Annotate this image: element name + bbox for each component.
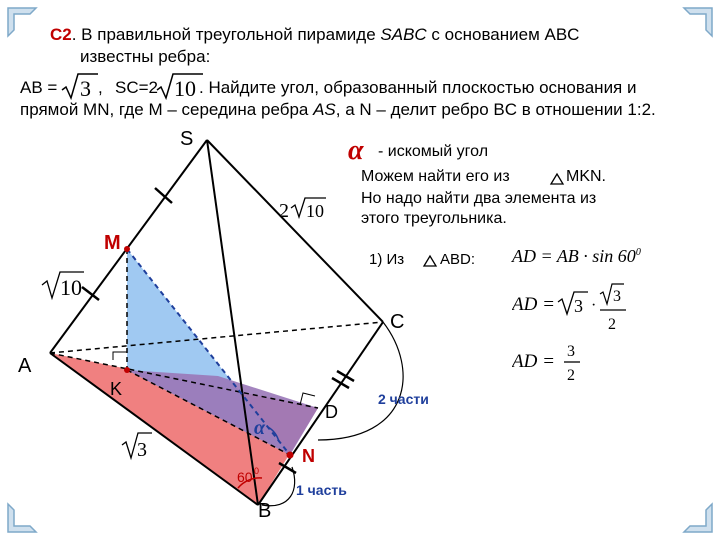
svg-text:2: 2: [567, 367, 575, 384]
svg-text:AD =: AD =: [512, 294, 555, 315]
label-K: K: [110, 379, 123, 399]
problem-number: C2: [50, 25, 72, 44]
svg-text:3: 3: [613, 288, 621, 305]
problem-line-4: прямой MN, где M – середина ребра AS, а N – делит ребро BC в отношении 1:2.: [20, 100, 656, 119]
comma: ,: [98, 78, 103, 97]
sc-prefix: SC=2: [115, 78, 158, 97]
label-B: B: [258, 500, 272, 522]
label-M: M: [104, 232, 121, 254]
alpha-text: - искомый угол: [378, 143, 489, 160]
svg-text:2: 2: [608, 316, 616, 333]
step-1-text: 1) Из: [369, 251, 405, 268]
svg-text:AD =: AD =: [512, 351, 555, 372]
find-text-2: Но надо найти два элемента из: [361, 190, 597, 207]
find-text-3: этого треугольника.: [361, 210, 507, 227]
label-60-deg: 0: [254, 466, 260, 476]
edge-ab-length: [122, 433, 152, 461]
svg-text:3: 3: [137, 439, 147, 461]
label-S: S: [180, 128, 194, 150]
triangle-abd-text: ABD:: [440, 251, 476, 268]
edge-as-length: [42, 272, 84, 300]
triangle-icon-mkn: [549, 172, 565, 186]
triangle-icon-abd: [422, 254, 438, 268]
problem-line-3-rest: . Найдите угол, образованный плоскостью основания и: [199, 78, 637, 97]
edge-sc-length: [279, 198, 326, 222]
problem-line-3: AB =: [20, 78, 58, 97]
svg-text:10: 10: [174, 76, 196, 101]
label-60: 60: [237, 469, 253, 485]
label-D: D: [325, 402, 338, 422]
label-alpha: α: [254, 417, 266, 439]
problem-line-1: C2. В правильной треугольной пирамиде SABC с основанием ABC: [50, 25, 580, 44]
formula-1: AD = AB · $\sin 60^0$: [512, 246, 641, 266]
problem-line-2: известны ребра:: [80, 47, 211, 66]
alpha-symbol: α: [348, 135, 364, 166]
label-two-parts: 2 части: [378, 391, 429, 407]
label-A: A: [18, 355, 32, 377]
label-C: C: [390, 311, 405, 333]
formula-3: [512, 340, 612, 390]
find-text-1: Можем найти его из: [361, 168, 510, 185]
svg-text:10: 10: [60, 275, 82, 300]
label-one-part: 1 часть: [296, 482, 347, 498]
svg-text:10: 10: [306, 201, 324, 221]
svg-text:·: ·: [591, 297, 597, 314]
svg-text:3: 3: [567, 343, 575, 360]
label-N: N: [302, 446, 315, 466]
triangle-mkn-text: MKN.: [566, 168, 606, 185]
pyramid-name: SABC: [380, 25, 427, 44]
svg-text:2: 2: [279, 200, 289, 222]
svg-text:3: 3: [80, 76, 91, 101]
formula-2: [512, 280, 662, 340]
svg-text:3: 3: [574, 296, 583, 316]
